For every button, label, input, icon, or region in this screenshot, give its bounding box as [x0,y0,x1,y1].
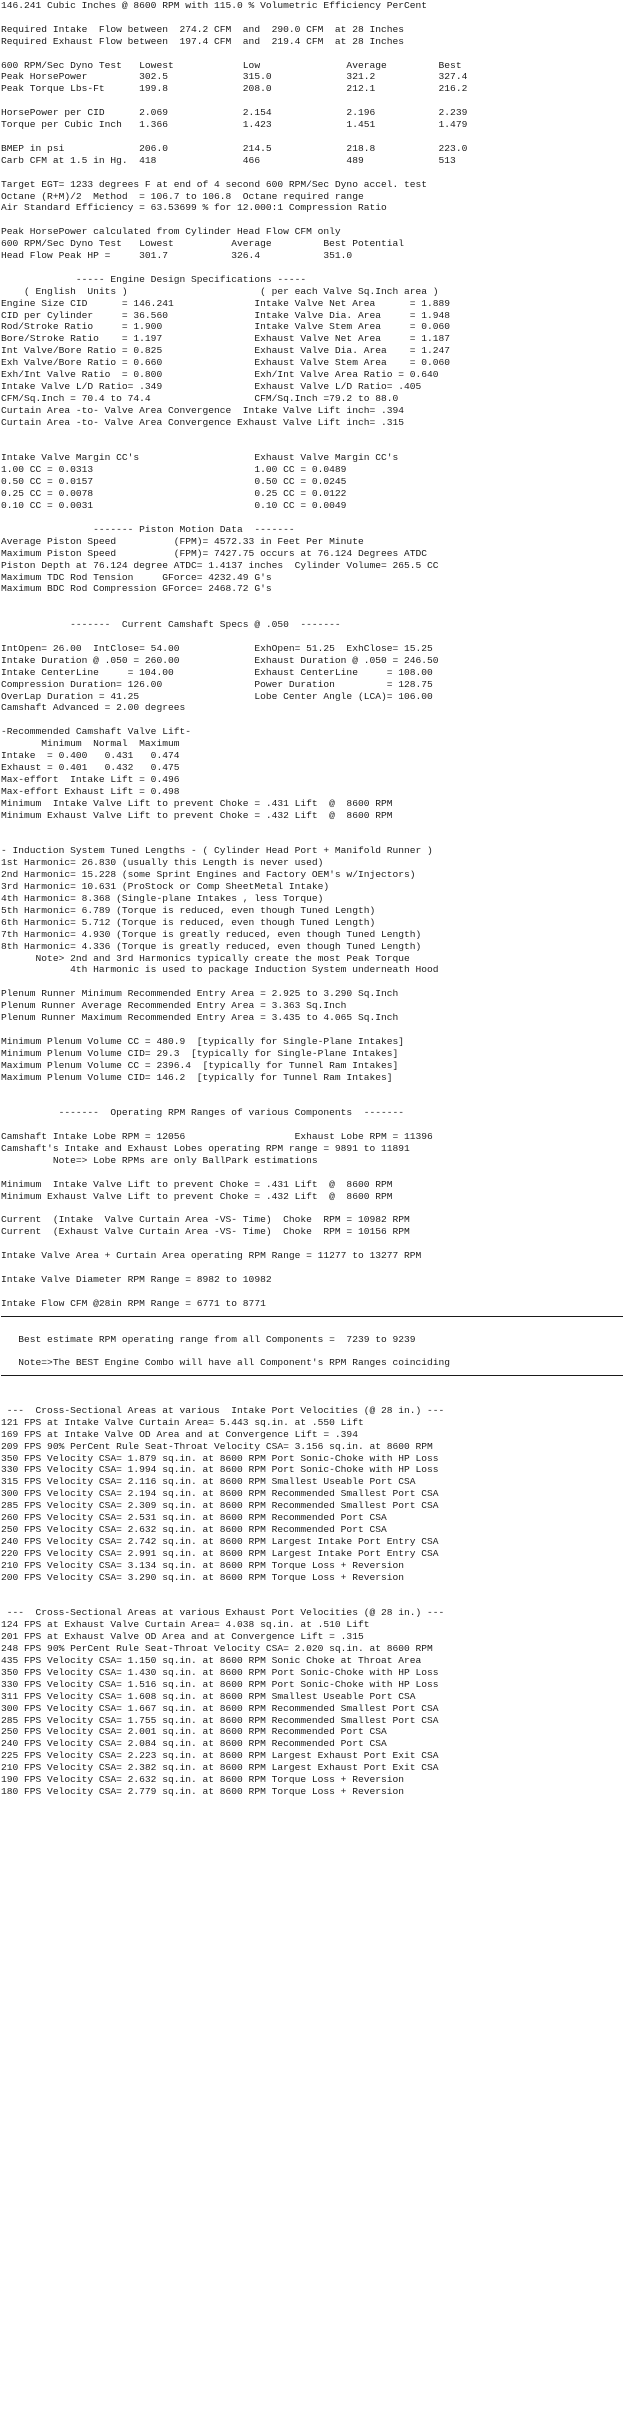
report-line: 0.25 CC = 0.0078 0.25 CC = 0.0122 [1,488,347,500]
report-line: Minimum Exhaust Valve Lift to prevent Choke = .432 Lift @ 8600 RPM [1,809,393,821]
report-line: Curtain Area -to- Valve Area Convergence Intake Valve Lift inch= .394 [1,404,405,416]
report-line: Minimum Normal Maximum [1,738,180,750]
report-line: Maximum Plenum Volume CC = 2396.4 [typically for Tunnel Ram Intakes] [1,1059,399,1071]
blank-line [1,131,625,143]
report-line: 7th Harmonic= 4.930 (Torque is greatly reduced, even though Tuned Length) [1,928,422,940]
horizontal-rule [1,1369,625,1381]
blank-line [1,976,625,988]
blank-line [1,1119,625,1131]
report-line: Max-effort Exhaust Lift = 0.498 [1,785,180,797]
report-line: 435 FPS Velocity CSA= 1.150 sq.in. at 8600 RPM Sonic Choke at Throat Area [1,1654,422,1666]
report-line: Max-effort Intake Lift = 0.496 [1,773,180,785]
report-line: 209 FPS 90% PerCent Rule Seat-Throat Velocity CSA= 3.156 sq.in. at 8600 RPM [1,1440,433,1452]
report-line: Required Intake Flow between 274.2 CFM and 290.0 CFM at 28 Inches [1,23,405,35]
report-line: Best estimate RPM operating range from all Components = 7239 to 9239 [1,1333,416,1345]
report-line: 600 RPM/Sec Dyno Test Lowest Average Best Potential [1,238,405,250]
report-line: HorsePower per CID 2.069 2.154 2.196 2.239 [1,107,468,119]
blank-line [1,214,625,226]
blank-line [1,607,625,619]
report-line: Piston Depth at 76.124 degree ATDC= 1.4137 inches Cylinder Volume= 265.5 CC [1,559,439,571]
report-line: BMEP in psi 206.0 214.5 218.8 223.0 [1,142,468,154]
report-line: Camshaft Advanced = 2.00 degrees [1,702,186,714]
report-line: Carb CFM at 1.5 in Hg. 418 466 489 513 [1,154,456,166]
blank-line [1,1238,625,1250]
report-line: Bore/Stroke Ratio = 1.197 Exhaust Valve Net Area = 1.187 [1,333,451,345]
report-line: Engine Size CID = 146.241 Intake Valve Net Area = 1.889 [1,297,451,309]
report-line: Peak HorsePower calculated from Cylinder Head Flow CFM only [1,226,341,238]
report-line: Minimum Plenum Volume CID= 29.3 [typically for Single-Plane Intakes] [1,1047,399,1059]
blank-line [1,95,625,107]
report-line: Target EGT= 1233 degrees F at end of 4 second 600 RPM/Sec Dyno accel. test [1,178,428,190]
blank-line [1,1286,625,1298]
report-line: Int Valve/Bore Ratio = 0.825 Exhaust Valve Dia. Area = 1.247 [1,345,451,357]
blank-line [1,1381,625,1393]
report-line: 285 FPS Velocity CSA= 2.309 sq.in. at 8600 RPM Recommended Smallest Port CSA [1,1500,439,1512]
report-line: Plenum Runner Maximum Recommended Entry Area = 3.435 to 4.065 Sq.Inch [1,1012,399,1024]
report-line: 240 FPS Velocity CSA= 2.742 sq.in. at 8600 RPM Largest Intake Port Entry CSA [1,1535,439,1547]
report-line: 4th Harmonic is used to package Induction System underneath Hood [1,964,439,976]
report-line: 4th Harmonic= 8.368 (Single-plane Intakes , less Torque) [1,892,324,904]
report-line: 600 RPM/Sec Dyno Test Lowest Low Average Best [1,59,462,71]
blank-line [1,512,625,524]
report-line: 190 FPS Velocity CSA= 2.632 sq.in. at 8600 RPM Torque Loss + Reversion [1,1774,405,1786]
report-line: Current (Exhaust Valve Curtain Area -VS- Time) Choke RPM = 10156 RPM [1,1226,410,1238]
report-line: ( English Units ) ( per each Valve Sq.Inch area ) [1,285,439,297]
report-line: 5th Harmonic= 6.789 (Torque is reduced, even though Tuned Length) [1,904,376,916]
report-line: ------- Operating RPM Ranges of various Components ------- [1,1107,405,1119]
report-line: 201 FPS at Exhaust Valve OD Area and at Convergence Lift = .315 [1,1631,364,1643]
report-line: 124 FPS at Exhaust Valve Curtain Area= 4.038 sq.in. at .510 Lift [1,1619,370,1631]
report-line: Peak Torque Lbs-Ft 199.8 208.0 212.1 216.2 [1,83,468,95]
report-line: Curtain Area -to- Valve Area Convergence Exhaust Valve Lift inch= .315 [1,416,405,428]
blank-line [1,167,625,179]
blank-line [1,1584,625,1596]
report-line: ----- Engine Design Specifications ----- [1,273,307,285]
report-line: Octane (R+M)/2 Method = 106.7 to 106.8 Octane required range [1,190,364,202]
blank-line [1,1203,625,1215]
report-line: OverLap Duration = 41.25 Lobe Center Angle (LCA)= 106.00 [1,690,433,702]
report-line: 260 FPS Velocity CSA= 2.531 sq.in. at 8600 RPM Recommended Port CSA [1,1512,387,1524]
report-line: Intake Valve Area + Curtain Area operating RPM Range = 11277 to 13277 RPM [1,1250,422,1262]
report-line: Note> 2nd and 3rd Harmonics typically create the most Peak Torque [1,952,410,964]
report-line: - Induction System Tuned Lengths - ( Cylinder Head Port + Manifold Runner ) [1,845,433,857]
report-line: Intake Flow CFM @28in RPM Range = 6771 to 8771 [1,1297,266,1309]
report-line: Plenum Runner Minimum Recommended Entry Area = 2.925 to 3.290 Sq.Inch [1,988,399,1000]
blank-line [1,1345,625,1357]
report-line: Exhaust = 0.401 0.432 0.475 [1,762,180,773]
report-line: Required Exhaust Flow between 197.4 CFM and 219.4 CFM at 28 Inches [1,35,405,47]
report-line: Average Piston Speed (FPM)= 4572.33 in Feet Per Minute [1,535,364,547]
blank-line [1,1095,625,1107]
report-line: 285 FPS Velocity CSA= 1.755 sq.in. at 8600 RPM Recommended Smallest Port CSA [1,1714,439,1726]
report-line: Plenum Runner Average Recommended Entry Area = 3.363 Sq.Inch [1,1000,347,1012]
blank-line [1,822,625,834]
blank-line [1,1167,625,1179]
report-line: Minimum Plenum Volume CC = 480.9 [typically for Single-Plane Intakes] [1,1035,405,1047]
report-line: 250 FPS Velocity CSA= 2.632 sq.in. at 8600 RPM Recommended Port CSA [1,1524,387,1535]
report-line: 2nd Harmonic= 15.228 (some Sprint Engines and Factory OEM's w/Injectors) [1,869,416,881]
report-line: 0.50 CC = 0.0157 0.50 CC = 0.0245 [1,476,347,488]
report-line: 220 FPS Velocity CSA= 2.991 sq.in. at 8600 RPM Largest Intake Port Entry CSA [1,1547,439,1559]
blank-line [1,1322,625,1334]
report-line: 300 FPS Velocity CSA= 1.667 sq.in. at 8600 RPM Recommended Smallest Port CSA [1,1702,439,1714]
report-line: 240 FPS Velocity CSA= 2.084 sq.in. at 8600 RPM Recommended Port CSA [1,1738,387,1750]
report-line: Minimum Intake Valve Lift to prevent Choke = .431 Lift @ 8600 RPM [1,1178,393,1190]
report-line: Camshaft's Intake and Exhaust Lobes operating RPM range = 9891 to 11891 [1,1143,410,1154]
report-line: Rod/Stroke Ratio = 1.900 Intake Valve Stem Area = 0.060 [1,321,451,333]
report-line: --- Cross-Sectional Areas at various Intake Port Velocities (@ 28 in.) --- [1,1404,445,1416]
report-line: 311 FPS Velocity CSA= 1.608 sq.in. at 8600 RPM Smallest Useable Port CSA [1,1690,416,1702]
report-line: Peak HorsePower 302.5 315.0 321.2 327.4 [1,71,468,83]
report-line: 350 FPS Velocity CSA= 1.430 sq.in. at 8600 RPM Port Sonic-Choke with HP Loss [1,1666,439,1678]
report-line: IntOpen= 26.00 IntClose= 54.00 ExhOpen= 51.25 ExhClose= 15.25 [1,642,433,654]
report-line: Current (Intake Valve Curtain Area -VS- Time) Choke RPM = 10982 RPM [1,1214,410,1226]
report-line: Camshaft Intake Lobe RPM = 12056 Exhaust Lobe RPM = 11396 [1,1131,433,1143]
report-line: Intake CenterLine = 104.00 Exhaust CenterLine = 108.00 [1,666,433,678]
report-line: CFM/Sq.Inch = 70.4 to 74.4 CFM/Sq.Inch =79.2 to 88.0 [1,392,399,404]
report-line: Note=> Lobe RPMs are only BallPark estimations [1,1154,318,1166]
report-line: 300 FPS Velocity CSA= 2.194 sq.in. at 8600 RPM Recommended Smallest Port CSA [1,1488,439,1500]
report-line: 330 FPS Velocity CSA= 1.516 sq.in. at 8600 RPM Port Sonic-Choke with HP Loss [1,1678,439,1690]
report-line: 248 FPS 90% PerCent Rule Seat-Throat Velocity CSA= 2.020 sq.in. at 8600 RPM [1,1643,433,1655]
report-line: Note=>The BEST Engine Combo will have all Component's RPM Ranges coinciding [1,1357,451,1369]
report-line: Intake Valve Diameter RPM Range = 8982 to 10982 [1,1273,272,1285]
report-line: Intake Duration @ .050 = 260.00 Exhaust Duration @ .050 = 246.50 [1,654,439,666]
report-line: -Recommended Camshaft Valve Lift- [1,726,191,738]
blank-line [1,714,625,726]
report-line: 250 FPS Velocity CSA= 2.001 sq.in. at 8600 RPM Recommended Port CSA [1,1726,387,1738]
report-line: Minimum Intake Valve Lift to prevent Choke = .431 Lift @ 8600 RPM [1,797,393,809]
report-line: CID per Cylinder = 36.560 Intake Valve Dia. Area = 1.948 [1,309,451,321]
report-line: 330 FPS Velocity CSA= 1.994 sq.in. at 8600 RPM Port Sonic-Choke with HP Loss [1,1464,439,1476]
blank-line [1,12,625,24]
report-line: Exh Valve/Bore Ratio = 0.660 Exhaust Valve Stem Area = 0.060 [1,357,451,369]
report-line: Head Flow Peak HP = 301.7 326.4 351.0 [1,250,353,262]
report-line: Maximum Piston Speed (FPM)= 7427.75 occurs at 76.124 Degrees ATDC [1,547,428,559]
report-line: 1.00 CC = 0.0313 1.00 CC = 0.0489 [1,464,347,476]
blank-line [1,1024,625,1036]
report-line: --- Cross-Sectional Areas at various Exhaust Port Velocities (@ 28 in.) --- [1,1607,445,1619]
report-line: Minimum Exhaust Valve Lift to prevent Choke = .432 Lift @ 8600 RPM [1,1190,393,1202]
report-line: Intake Valve L/D Ratio= .349 Exhaust Valve L/D Ratio= .405 [1,381,422,392]
report-line: 200 FPS Velocity CSA= 3.290 sq.in. at 8600 RPM Torque Loss + Reversion [1,1571,405,1583]
blank-line [1,595,625,607]
report-line: ------- Current Camshaft Specs @ .050 ------- [1,619,341,631]
blank-line [1,1393,625,1405]
report-line: 169 FPS at Intake Valve OD Area and at Convergence Lift = .394 [1,1428,358,1440]
report-line: Exh/Int Valve Ratio = 0.800 Exh/Int Valve Area Ratio = 0.640 [1,369,439,381]
blank-line [1,441,625,453]
report-line: Air Standard Efficiency = 63.53699 % for 12.000:1 Compression Ratio [1,202,387,214]
blank-line [1,1262,625,1274]
report-line: 6th Harmonic= 5.712 (Torque is reduced, even though Tuned Length) [1,916,376,928]
horizontal-rule [1,1310,625,1322]
report-line: 315 FPS Velocity CSA= 2.116 sq.in. at 8600 RPM Smallest Useable Port CSA [1,1476,416,1488]
report-line: 350 FPS Velocity CSA= 1.879 sq.in. at 8600 RPM Port Sonic-Choke with HP Loss [1,1452,439,1464]
report-line: 0.10 CC = 0.0031 0.10 CC = 0.0049 [1,500,347,512]
blank-line [1,429,625,441]
blank-line [1,833,625,845]
blank-line [1,262,625,274]
report-line: Maximum Plenum Volume CID= 146.2 [typically for Tunnel Ram Intakes] [1,1071,393,1083]
report-line: 180 FPS Velocity CSA= 2.779 sq.in. at 8600 RPM Torque Loss + Reversion [1,1785,405,1797]
report-line: 225 FPS Velocity CSA= 2.223 sq.in. at 8600 RPM Largest Exhaust Port Exit CSA [1,1750,439,1762]
report-line: 210 FPS Velocity CSA= 2.382 sq.in. at 8600 RPM Largest Exhaust Port Exit CSA [1,1762,439,1774]
report-line: ------- Piston Motion Data ------- [1,523,295,535]
report-line: Torque per Cubic Inch 1.366 1.423 1.451 1.479 [1,119,468,131]
blank-line [1,48,625,60]
report-line: Maximum BDC Rod Compression GForce= 2468.72 G's [1,583,272,595]
report-line: 1st Harmonic= 26.830 (usually this Length is never used) [1,857,324,869]
report-line: Compression Duration= 126.00 Power Duration = 128.75 [1,678,433,690]
report-line: 146.241 Cubic Inches @ 8600 RPM with 115.0 % Volumetric Efficiency PerCent [1,0,428,11]
report-line: Intake = 0.400 0.431 0.474 [1,750,180,762]
report-line: Intake Valve Margin CC's Exhaust Valve Margin CC's [1,452,399,464]
report-line: Maximum TDC Rod Tension GForce= 4232.49 G's [1,571,272,583]
blank-line [1,1595,625,1607]
blank-line [1,1083,625,1095]
report-line: 8th Harmonic= 4.336 (Torque is greatly reduced, even though Tuned Length) [1,940,422,952]
report-line: 3rd Harmonic= 10.631 (ProStock or Comp SheetMetal Intake) [1,881,330,893]
report-line: 121 FPS at Intake Valve Curtain Area= 5.443 sq.in. at .550 Lift [1,1416,364,1428]
report-line: 210 FPS Velocity CSA= 3.134 sq.in. at 8600 RPM Torque Loss + Reversion [1,1559,405,1571]
blank-line [1,631,625,643]
